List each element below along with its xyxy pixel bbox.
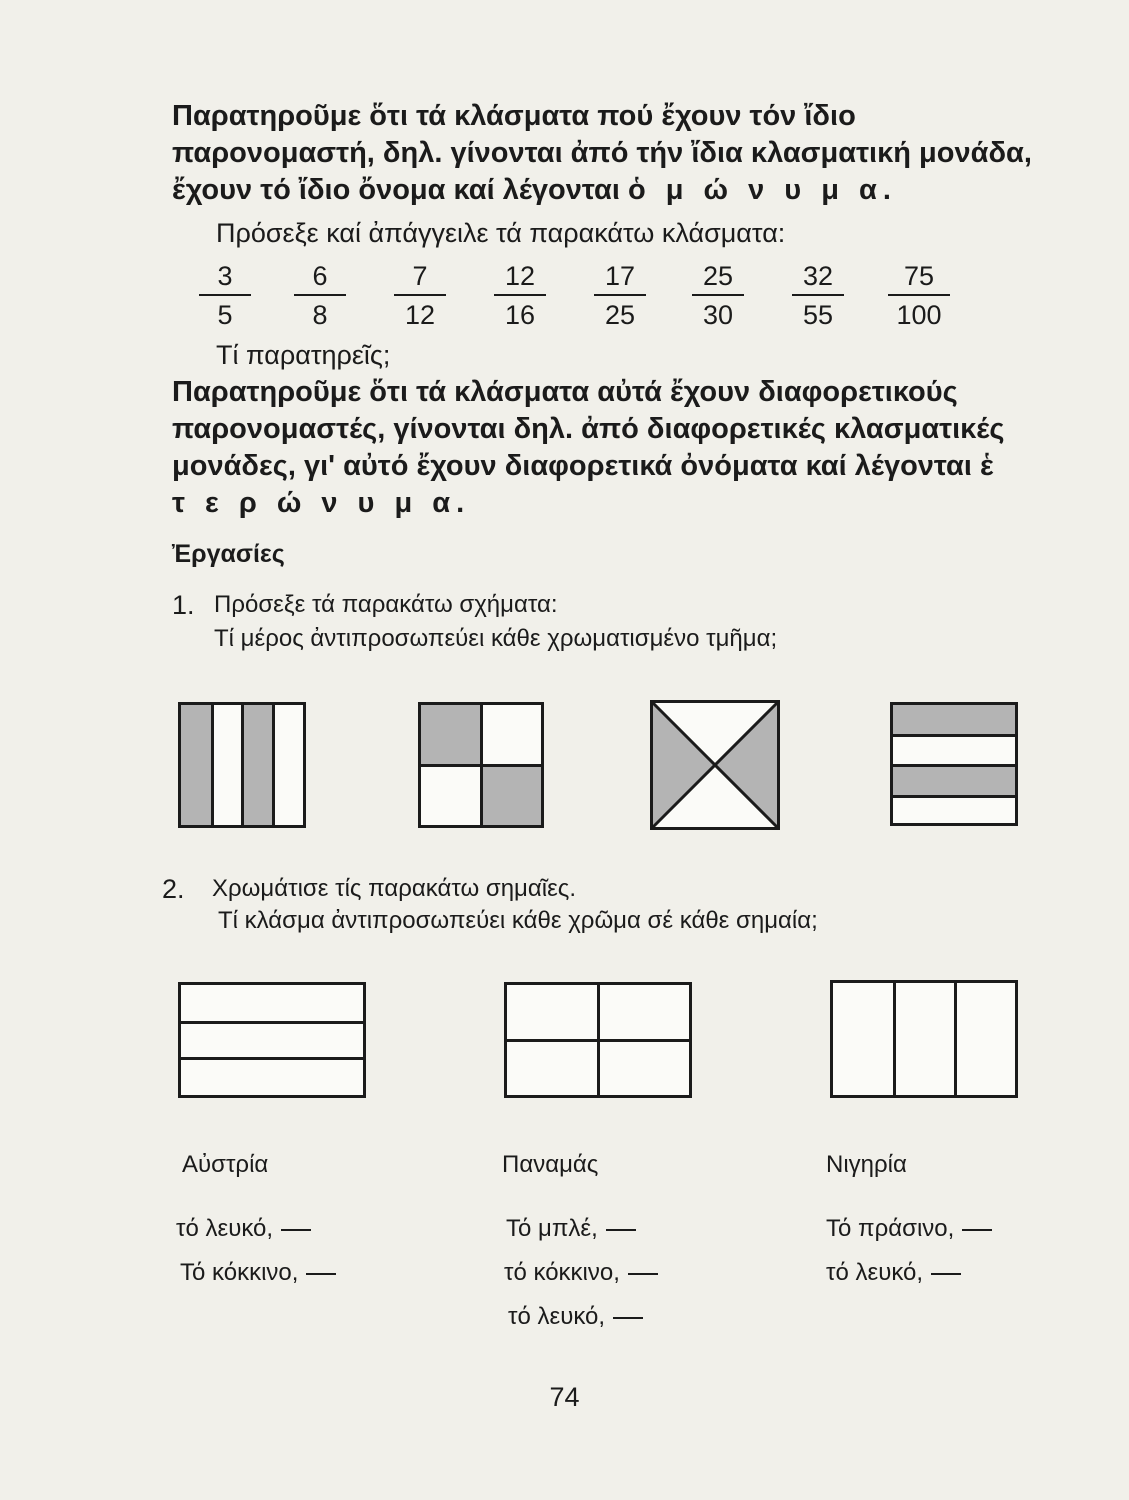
divider [211, 705, 214, 825]
heteronymous-paragraph: Παρατηροῦμε ὅτι τά κλάσματα αὐτά ἔχουν διαφορετικούς παρονομαστές, γίνονται δηλ. ἀπό διαφορετικές κλασματικές μονάδες, γι' αὐτό ἔχουν διαφορετικά ὀνόματα καί λέγονται ἑ τ ε ρ ώ ν υ μ α. [172, 376, 1005, 519]
page-number: 74 [549, 1382, 580, 1412]
fraction-denominator: 12 [404, 300, 436, 330]
shaded-part [421, 705, 481, 765]
panama-color-2: τό κόκκινο, [504, 1258, 658, 1288]
exercise-2-number: 2. [162, 874, 185, 904]
fraction-denominator: 55 [802, 300, 834, 330]
fraction-denominator: 25 [604, 300, 636, 330]
flag-panama-name: Παναμάς [502, 1151, 599, 1178]
panama-color-3: τό λευκό, [508, 1302, 643, 1332]
fraction-numerator: 7 [412, 261, 428, 291]
fraction-numerator: 75 [903, 261, 935, 291]
flag-nigeria [830, 980, 1018, 1098]
exercise-1-number: 1. [172, 590, 195, 620]
fraction-numerator: 25 [702, 261, 734, 291]
fraction [788, 260, 848, 331]
answer-blank [281, 1229, 311, 1231]
austria-color-2: Τό κόκκινο, [180, 1258, 336, 1288]
answer-blank [613, 1317, 643, 1319]
fraction-numerator: 3 [217, 261, 233, 291]
answer-blank [931, 1273, 961, 1275]
homonymous-paragraph: Παρατηροῦμε ὅτι τά κλάσματα πού ἔχουν τόν ἴδιο παρονομαστή, δηλ. γίνονται ἀπό τήν ἴδια κλασματική μονάδα, ἔχουν τό ἴδιο ὄνομα καί λέγονται ὁ μ ώ ν υ μ α. [172, 100, 1032, 206]
fraction [688, 260, 748, 331]
nigeria-color-2: τό λευκό, [826, 1258, 961, 1288]
fraction-denominator: 16 [504, 300, 536, 330]
fraction [884, 260, 954, 331]
question: Τί παρατηρεῖς; [216, 340, 391, 370]
fraction-bar [294, 294, 346, 296]
heteronymous-term: ἑ τ ε ρ ώ ν υ μ α. [172, 450, 1000, 519]
fraction-denominator: 8 [312, 300, 328, 330]
fraction [490, 260, 550, 331]
flag-austria [178, 982, 366, 1098]
figure-diagonals [650, 700, 780, 830]
shaded-part [181, 705, 211, 825]
figure-quarters [418, 702, 544, 828]
homonymous-term: ὁ μ ώ ν υ μ α. [627, 174, 897, 206]
fraction-numerator: 17 [604, 261, 636, 291]
fraction [290, 260, 350, 331]
figure-vertical-stripes [178, 702, 306, 828]
divider [181, 1021, 363, 1024]
shaded-part [481, 765, 541, 825]
exercise-1-line2: Τί μέρος ἀντιπροσωπεύει κάθε χρωματισμένο τμῆμα; [214, 625, 778, 652]
shaded-part [244, 705, 272, 825]
fraction-numerator: 12 [504, 261, 536, 291]
fractions-instruction: Πρόσεξε καί ἀπάγγειλε τά παρακάτω κλάσματα: [216, 218, 786, 248]
nigeria-color-1: Τό πράσινο, [826, 1214, 992, 1244]
flag-nigeria-name: Νιγηρία [826, 1151, 907, 1178]
answer-blank [306, 1273, 336, 1275]
fraction-bar [494, 294, 546, 296]
answer-blank [962, 1229, 992, 1231]
fraction [390, 260, 450, 331]
divider [893, 734, 1015, 737]
flag-panama [504, 982, 692, 1098]
fraction [590, 260, 650, 331]
fraction-bar [888, 294, 950, 296]
divider [181, 1057, 363, 1060]
figure-horizontal-stripes [890, 702, 1018, 826]
fraction-bar [692, 294, 744, 296]
fraction-denominator: 100 [896, 300, 942, 330]
fraction-bar [394, 294, 446, 296]
divider [272, 705, 275, 825]
fraction-bar [594, 294, 646, 296]
shaded-part [893, 705, 1015, 734]
divider [893, 983, 896, 1095]
divider [893, 795, 1015, 798]
fraction-denominator: 5 [217, 300, 233, 330]
fraction-numerator: 6 [312, 261, 328, 291]
fraction-bar [199, 294, 251, 296]
divider [507, 1039, 689, 1042]
exercise-2-line2: Τί κλάσμα ἀντιπροσωπεύει κάθε χρῶμα σέ κάθε σημαία; [218, 907, 818, 934]
fraction-bar [792, 294, 844, 296]
panama-color-1: Τό μπλέ, [506, 1214, 636, 1244]
fraction-numerator: 32 [802, 261, 834, 291]
answer-blank [628, 1273, 658, 1275]
austria-color-1: τό λευκό, [176, 1214, 311, 1244]
shaded-part [893, 767, 1015, 795]
fraction [195, 260, 255, 331]
flag-austria-name: Αὐστρία [182, 1151, 269, 1178]
exercises-heading: Ἐργασίες [172, 540, 285, 568]
divider [421, 764, 541, 767]
answer-blank [606, 1229, 636, 1231]
exercise-1-line1: Πρόσεξε τά παρακάτω σχήματα: [214, 591, 558, 618]
exercise-2-line1: Χρωμάτισε τίς παρακάτω σημαῖες. [212, 875, 577, 902]
divider [954, 983, 957, 1095]
fraction-denominator: 30 [702, 300, 734, 330]
